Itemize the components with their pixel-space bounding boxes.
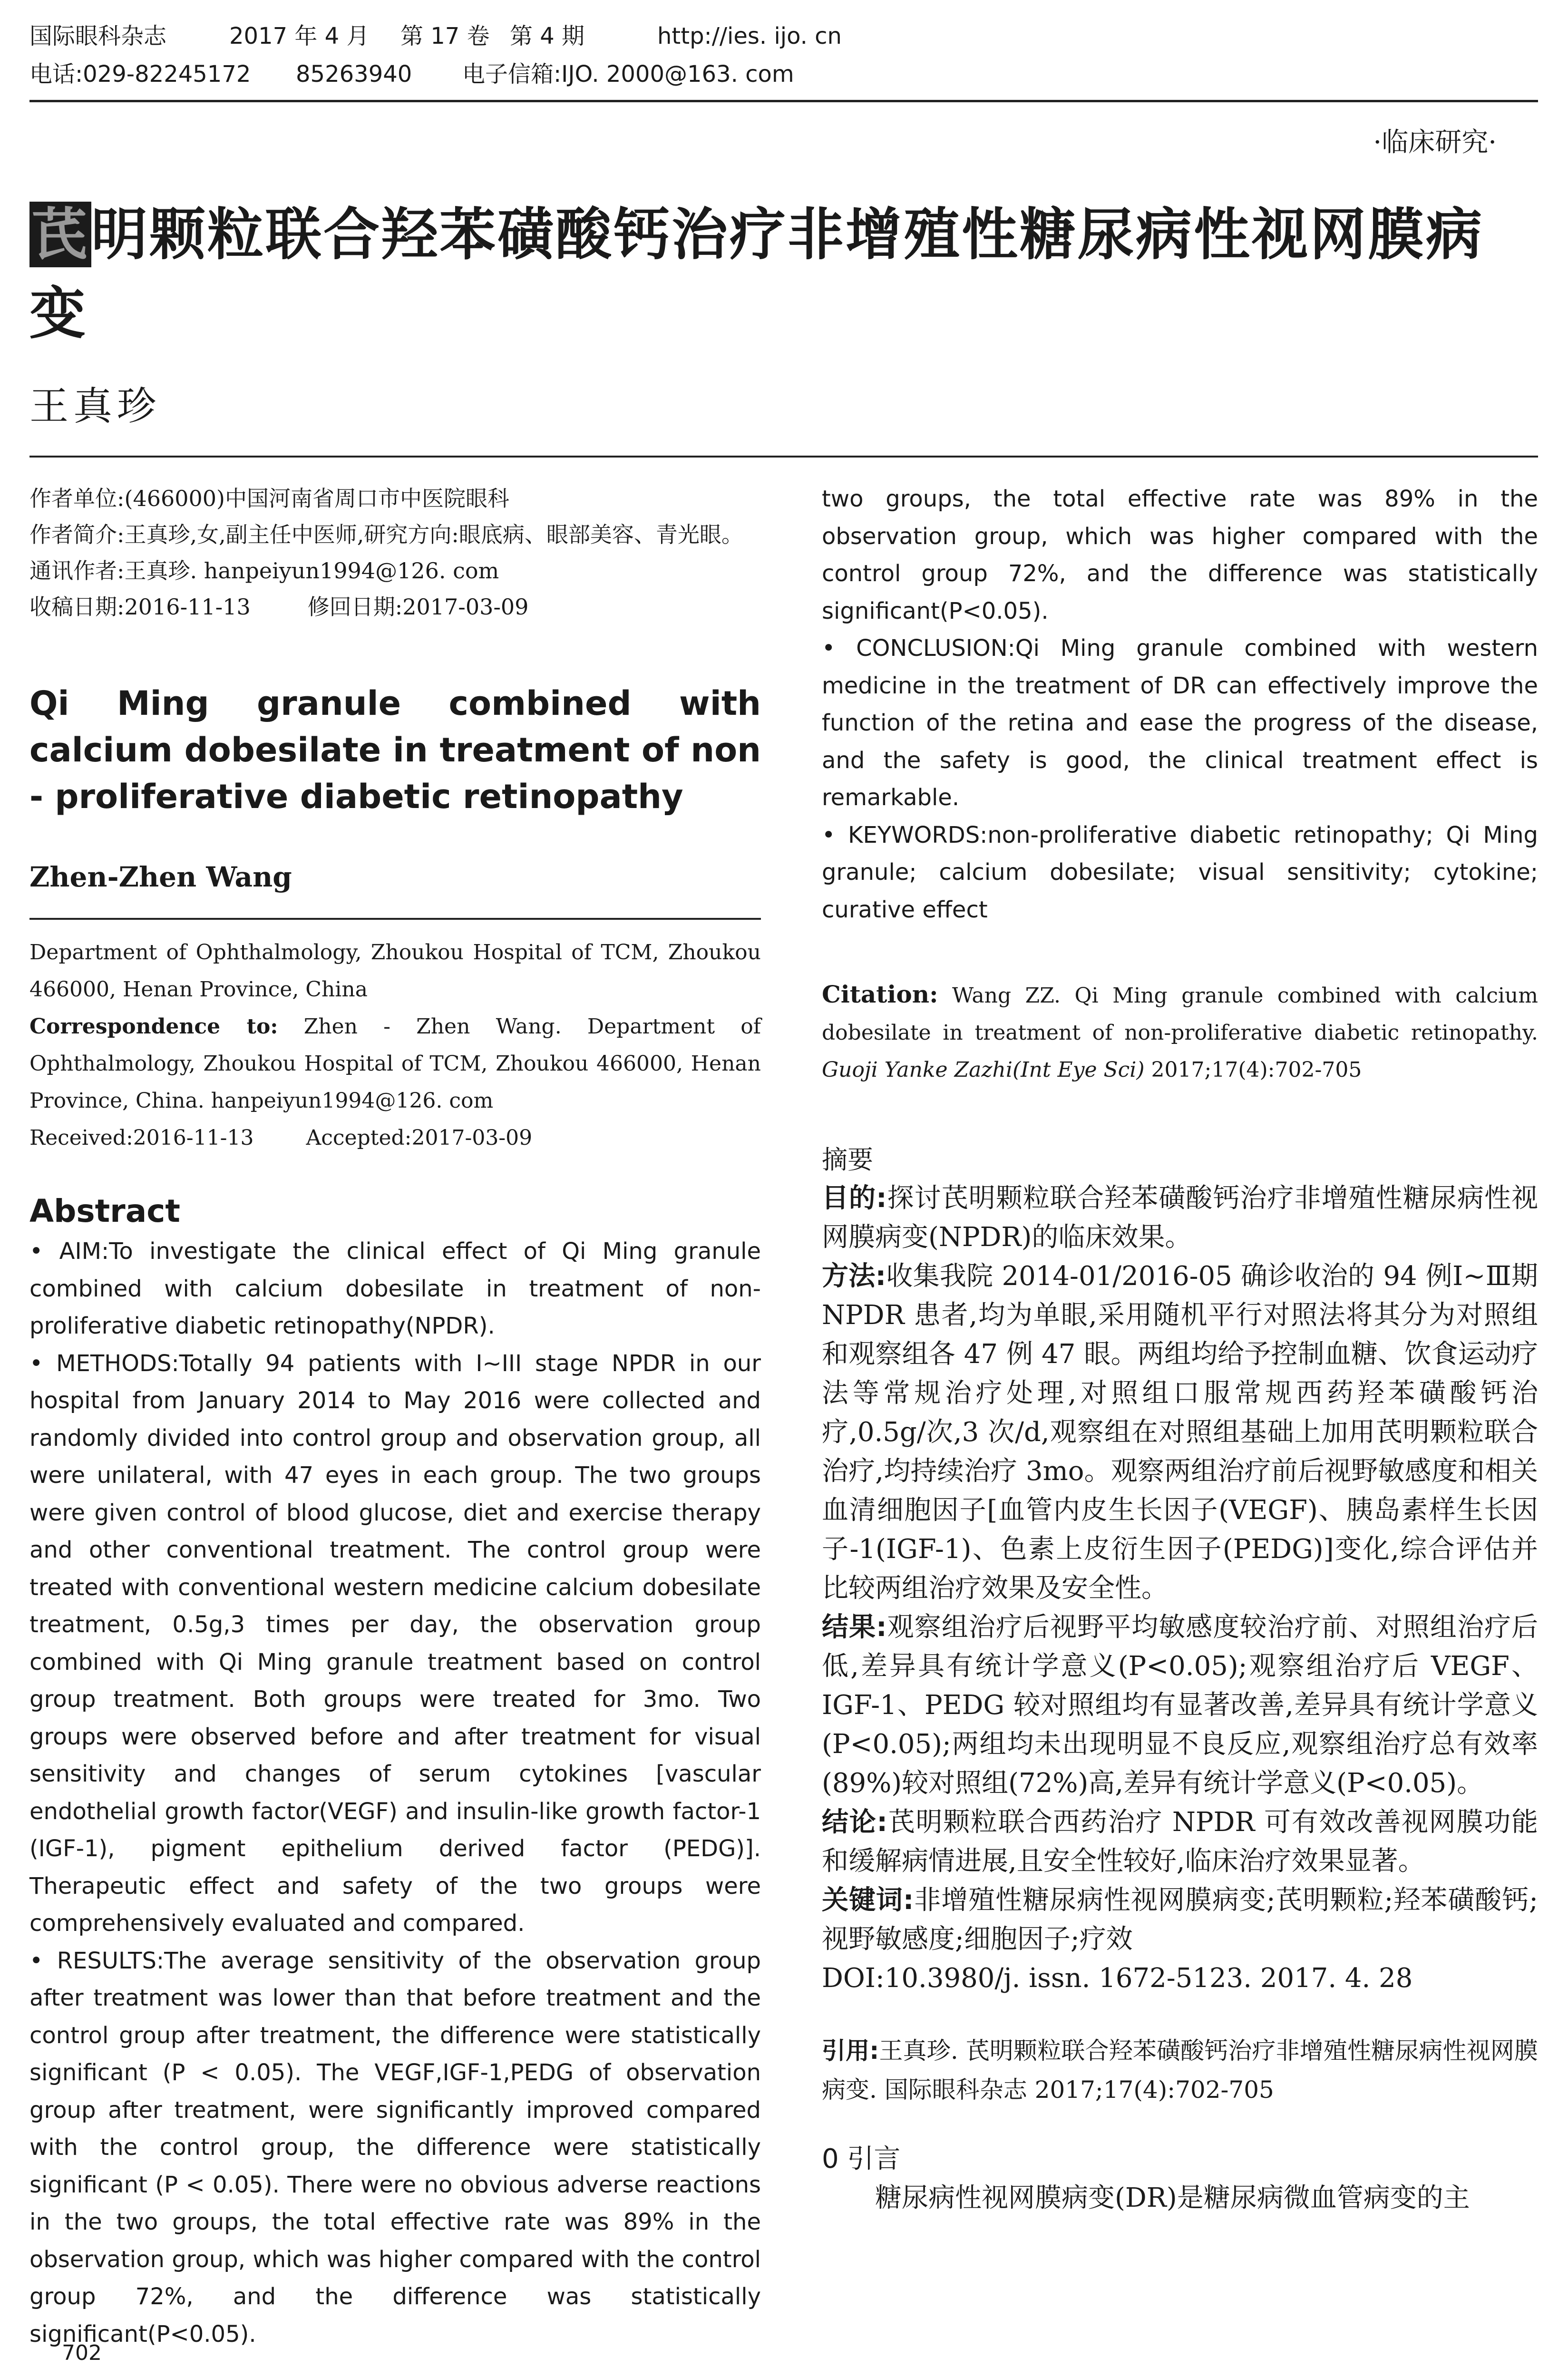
results-continued: two groups, the total effective rate was 89% in the observation group, which was higher compared with the control group 72%, and the difference was statistically significant(P<0.05).: [822, 486, 1538, 624]
abstract-keywords: [822, 817, 1538, 929]
dates-en: [29, 1120, 761, 1157]
zh-results-text: 观察组治疗后视野平均敏感度较治疗前、对照组治疗后低,差异具有统计学意义(P<0.05);观察组治疗后 VEGF、IGF-1、PEDG 较对照组均有显著改善,差异具有统计学意义(P<0.05);两组均未出现明显不良反应,观察组治疗总有效率(89%)较对照组(72%)高,差异有统计学意义(P<0.05)。: [822, 1612, 1539, 1799]
aim-label: • AIM:: [29, 1238, 109, 1265]
issue-date: 2017 年 4 月: [229, 23, 370, 49]
affiliation-divider: [29, 918, 761, 920]
doi: DOI:10.3980/j. issn. 1672-5123. 2017. 4. 28: [822, 1963, 1413, 1994]
zh-keywords-label: 关键词:: [822, 1885, 914, 1916]
affiliation: Department of Ophthalmology, Zhoukou Hospital of TCM, Zhoukou 466000, Henan Province, China: [29, 940, 761, 1002]
english-abstract-continued: [822, 480, 1538, 928]
zh-abstract-heading: 摘要: [822, 1145, 873, 1175]
zh-aim: [822, 1179, 1538, 1257]
author-bio: 作者简介:王真珍,女,副主任中医师,研究方向:眼底病、眼部美容、青光眼。: [29, 522, 743, 547]
methods-label: • METHODS:: [29, 1350, 179, 1377]
results-text: The average sensitivity of the observation group after treatment was lower than that before treatment and the control group after treatment, the difference were statistically significant (P < 0.05). The VEGF,IGF-1,PEDG of observation group after treatment, were significantly improved compared with the control group, the difference were statistically significant (P < 0.05). There were no obvious adverse reactions in the two groups, the total effective rate was 89% in the observation group, which was higher compared with the control group 72%, and the difference was statistically significant(P<0.05).: [29, 1947, 761, 2348]
english-author: Zhen-Zhen Wang: [29, 861, 292, 893]
abstract-heading: Abstract: [29, 1193, 180, 1229]
keywords-label: • KEYWORDS:: [822, 821, 988, 848]
running-header: [29, 17, 1538, 93]
email: 电子信箱:IJO. 2000@163. com: [462, 61, 794, 88]
intro-text: 糖尿病性视网膜病变(DR)是糖尿病微血管病变的主: [875, 2182, 1470, 2213]
results-label: • RESULTS:: [29, 1947, 165, 1974]
citation-en: [822, 976, 1538, 1089]
english-title: Qi Ming granule combined with calcium dobesilate in treatment of non - proliferative diabetic retinopathy: [29, 684, 761, 816]
intro-heading: 0 引言: [822, 2143, 901, 2174]
title-divider: [29, 456, 1538, 458]
article-title: [29, 195, 1538, 353]
header-divider: [29, 100, 1538, 102]
received-zh: 收稿日期:2016-11-13: [29, 594, 251, 620]
abstract-conclusion: [822, 630, 1538, 817]
zh-conclusion: [822, 1803, 1538, 1881]
volume: 第 17 卷: [400, 23, 490, 49]
title-first-char: 芪: [29, 202, 91, 267]
conclusion-text: Qi Ming granule combined with western medicine in the treatment of DR can effectively improve the function of the retina and ease the progress of the disease, and the safety is good, the clinical treatment effect is remarkable.: [822, 635, 1538, 811]
zh-citation-text: 王真珍. 芪明颗粒联合羟苯磺酸钙治疗非增殖性糖尿病性视网膜病变. 国际眼科杂志 2017;17(4):702-705: [822, 2037, 1538, 2104]
citation-text: Wang ZZ. Qi Ming granule combined with calcium dobesilate in treatment of non-proliferative diabetic retinopathy.: [822, 984, 1538, 1045]
zh-citation: [822, 2031, 1538, 2109]
zh-abstract: [822, 1179, 1538, 1998]
abstract-methods: [29, 1345, 761, 1942]
author-info: [29, 480, 761, 625]
zh-methods-text: 收集我院 2014-01/2016-05 确诊收治的 94 例Ⅰ~Ⅲ期 NPDR 患者,均为单眼,采用随机平行对照法将其分为对照组和观察组各 47 例 47 眼。两组均给予控制血糖、饮食运动疗法等常规治疗处理,对照组口服常规西药羟苯磺酸钙治疗,0.5g/次,3 次/d,观察组在对照组基础上加用芪明颗粒联合治疗,均持续治疗 3mo。观察两组治疗前后视野敏感度和相关血清细胞因子[血管内皮生长因子(VEGF)、胰岛素样生长因子-1(IGF-1)、色素上皮衍生因子(PEDG)]变化,综合评估并比较两组治疗效果及安全性。: [822, 1261, 1538, 1604]
phone-2: 85263940: [296, 61, 412, 88]
correspondence-zh: 通讯作者:王真珍. hanpeiyun1994@126. com: [29, 558, 499, 584]
journal-url: http://ies. ijo. cn: [657, 23, 842, 49]
methods-text: Totally 94 patients with I~III stage NPDR in our hospital from January 2014 to May 2016 were collected and randomly divided into control group and observation group, all were unilateral, with 47 eyes in each group. The two groups were given control of blood glucose, diet and exercise therapy and other conventional treatment. The control group were treated with conventional western medicine calcium dobesilate treatment, 0.5g,3 times per day, the observation group combined with Qi Ming granule treatment based on control group treatment. Both groups were treated for 3mo. Two groups were observed before and after treatment for visual sensitivity and changes of serum cytokines [vascular endothelial growth factor(VEGF) and insulin-like growth factor-1 (IGF-1), pigment epithelium derived factor (PEDG)]. Therapeutic effect and safety of the two groups were comprehensively evaluated and compared.: [29, 1350, 761, 1937]
received-en: Received:2016-11-13: [29, 1126, 254, 1150]
page-number: 702: [62, 2341, 102, 2365]
correspondence-label: Correspondence to:: [29, 1014, 278, 1039]
right-column: [822, 480, 1538, 2218]
conclusion-label: • CONCLUSION:: [822, 635, 1015, 662]
author-unit: 作者单位:(466000)中国河南省周口市中医院眼科: [29, 486, 509, 511]
zh-keywords-text: 非增殖性糖尿病性视网膜病变;芪明颗粒;羟苯磺酸钙;视野敏感度;细胞因子;疗效: [822, 1885, 1538, 1955]
abstract-results: [29, 1942, 761, 2348]
zh-methods-label: 方法:: [822, 1261, 886, 1292]
english-affiliation: [29, 934, 761, 1157]
correspondence-text: Zhen - Zhen Wang. Department of Ophthalmology, Zhoukou Hospital of TCM, Zhoukou 466000, Henan Province, China. hanpeiyun1994@126. com: [29, 1014, 761, 1113]
zh-aim-label: 目的:: [822, 1183, 887, 1214]
citation-details: 2017;17(4):702-705: [1151, 1058, 1362, 1082]
title-rest: 明颗粒联合羟苯磺酸钙治疗非增殖性糖尿病性视网膜病变: [29, 202, 1484, 346]
citation-journal: Guoji Yanke Zazhi(Int Eye Sci): [822, 1058, 1145, 1082]
english-abstract: [29, 1233, 761, 2348]
abstract-aim: [29, 1233, 761, 1345]
correspondence-en: [29, 1008, 761, 1120]
zh-conclusion-text: 芪明颗粒联合西药治疗 NPDR 可有效改善视网膜功能和缓解病情进展,且安全性较好,临床治疗效果显著。: [822, 1807, 1538, 1877]
revised-zh: 修回日期:2017-03-09: [307, 594, 529, 620]
intro: [822, 2179, 1538, 2218]
phone: 电话:029-82245172: [29, 61, 251, 88]
zh-aim-text: 探讨芪明颗粒联合羟苯磺酸钙治疗非增殖性糖尿病性视网膜病变(NPDR)的临床效果。: [822, 1183, 1539, 1253]
dates-zh: [29, 589, 761, 625]
zh-keywords: [822, 1881, 1538, 1959]
section-tag: ·临床研究·: [1373, 127, 1497, 158]
zh-results-label: 结果:: [822, 1612, 887, 1643]
left-column: [29, 480, 761, 2348]
keywords-text: non-proliferative diabetic retinopathy; Qi Ming granule; calcium dobesilate; visual sensitivity; cytokine; curative effect: [822, 821, 1539, 923]
issue: 第 4 期: [510, 23, 585, 49]
journal-name: 国际眼科杂志: [29, 23, 167, 49]
zh-results: [822, 1608, 1538, 1803]
zh-methods: [822, 1257, 1538, 1608]
author-name: 王真珍: [29, 384, 161, 429]
aim-text: To investigate the clinical effect of Qi Ming granule combined with calcium dobesilate in treatment of non-proliferative diabetic retinopathy(NPDR).: [29, 1238, 761, 1339]
zh-conclusion-label: 结论:: [822, 1807, 887, 1838]
accepted-en: Accepted:2017-03-09: [306, 1126, 533, 1150]
citation-label: Citation:: [822, 980, 938, 1008]
zh-citation-label: 引用:: [822, 2037, 879, 2065]
